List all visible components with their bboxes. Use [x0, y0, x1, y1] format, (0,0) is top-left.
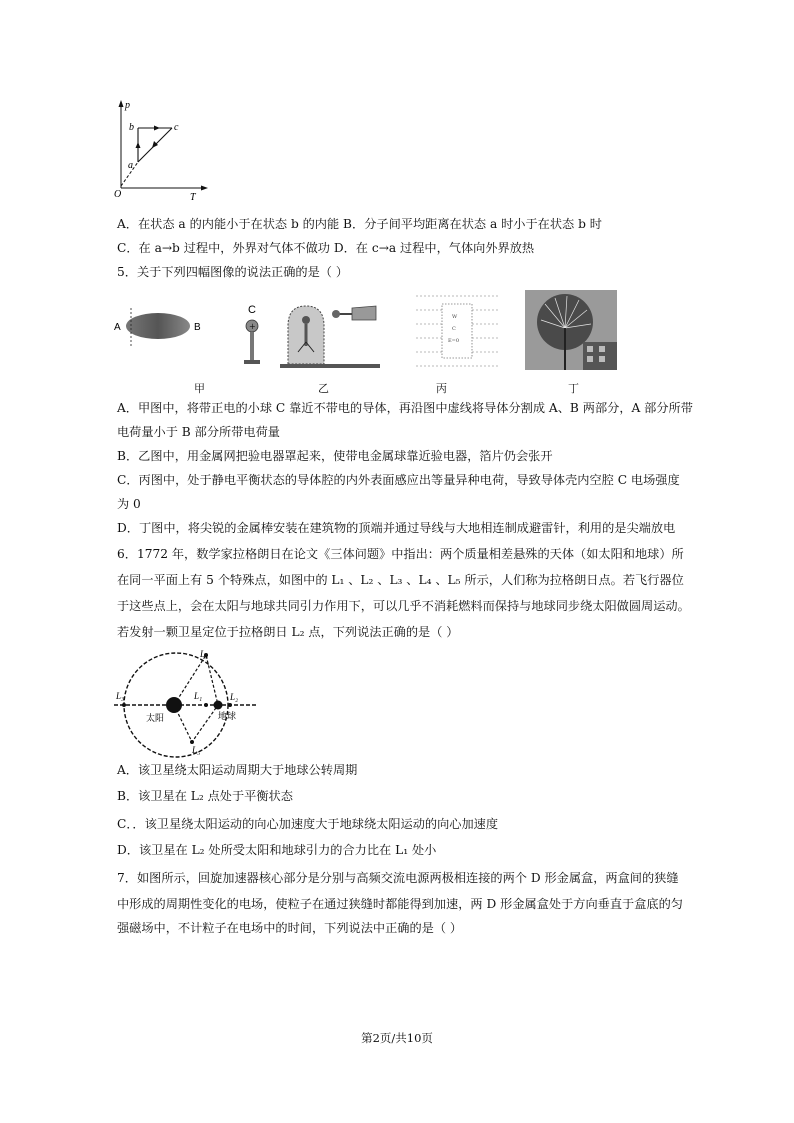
lightning-rod — [564, 328, 566, 370]
label-p: p — [125, 100, 130, 111]
charged-metal-ball — [332, 310, 340, 318]
label-point-c: C — [248, 304, 256, 316]
q6-stem-line3: 于这些点上，会在太阳与地球共同引力作用下，可以几乎不消耗燃料而保持与地球同步绕太阳做圆周运动。 — [117, 599, 690, 613]
t-axis-arrow — [201, 186, 208, 191]
figure-bing — [412, 290, 502, 370]
q6-stem-line1: 6．1772 年，数学家拉格朗日在论文《三体问题》中指出：两个质量相差悬殊的天体（如太阳和地球）所 — [117, 547, 684, 561]
svg-text:C: C — [452, 326, 456, 332]
q6-stem-line2: 在同一平面上有 5 个特殊点，如图中的 L₁ 、L₂ 、L₃ 、L₄ 、L₅ 所示，人们称为拉格朗日点。若飞行器位 — [117, 573, 684, 587]
svg-text:E=0: E=0 — [448, 338, 460, 344]
figure-jia — [112, 300, 207, 355]
label-l4: L₄ — [200, 649, 209, 659]
point-l5 — [190, 740, 194, 744]
q5-option-d: D．丁图中，将尖锐的金属棒安装在建筑物的顶端并通过导线与大地相连制成避雷针，利用的是尖端放电 — [117, 521, 676, 535]
label-l1: L₁ — [194, 691, 203, 701]
label-b: b — [129, 122, 134, 133]
q6-option-d: D．该卫星在 L₂ 处所受太阳和地球引力的合力比在 L₁ 处小 — [117, 843, 437, 857]
svg-text:W: W — [452, 314, 458, 320]
point-l1 — [204, 703, 208, 707]
figure-ding — [525, 290, 617, 370]
q7-stem-line1: 7．如图所示，回旋加速器核心部分是分别与高频交流电源两极相连接的两个 D 形金属盒，两盒间的狭缝 — [117, 871, 679, 885]
q5-option-a-line1: A．甲图中，将带正电的小球 C 靠近不带电的导体，再沿图中虚线将导体分割成 A、B 两部分，A 部分所带 — [117, 401, 693, 415]
conductor-shell — [442, 304, 472, 358]
triangle-l5 — [174, 705, 218, 742]
earth — [214, 701, 223, 710]
conductor-ellipse — [126, 313, 190, 339]
svg-text:+: + — [249, 322, 256, 331]
q7-stem-line2: 中形成的周期性变化的电场，使粒子在通过狭缝时都能得到加速，两 D 形金属盒处于方向垂直于盒底的匀 — [117, 897, 683, 911]
lagrange-diagram — [108, 645, 263, 755]
q4-options-line2: C．在 a→b 过程中，外界对气体不做功 D．在 c→a 过程中，气体向外界放热 — [117, 241, 535, 255]
figure-yi — [240, 300, 380, 375]
arrow-ca — [152, 141, 158, 148]
caption-jia: 甲 — [194, 382, 205, 395]
label-l2: L₂ — [230, 692, 239, 702]
pt-diagram — [112, 98, 212, 203]
point-l3 — [122, 703, 126, 707]
q6-stem-line4: 若发射一颗卫星定位于拉格朗日 L₂ 点，下列说法正确的是（ ） — [117, 625, 459, 639]
label-point-a: A — [114, 322, 121, 333]
stand — [250, 332, 254, 360]
point-l2 — [228, 703, 232, 707]
page-footer: 第2页/共10页 — [361, 1031, 433, 1045]
arrow-bc — [154, 126, 160, 131]
q6-option-a: A．该卫星绕太阳运动周期大于地球公转周期 — [117, 763, 358, 777]
q5-option-b: B．乙图中，用金属网把验电器罩起来，使带电金属球靠近验电器，箔片仍会张开 — [117, 449, 553, 463]
q7-stem-line3: 强磁场中，不计粒子在电场中的时间，下列说法中正确的是（ ） — [117, 921, 463, 935]
q6-option-c: C．．该卫星绕太阳运动的向心加速度大于地球绕太阳运动的向心加速度 — [117, 817, 499, 831]
label-t: T — [190, 192, 196, 203]
q5-option-c-line2: 为 0 — [117, 497, 141, 511]
q5-stem: 5．关于下列四幅图像的说法正确的是（ ） — [117, 265, 349, 279]
label-sun: 太阳 — [146, 714, 165, 724]
label-l3: L₃ — [116, 691, 125, 701]
caption-ding: 丁 — [568, 382, 579, 395]
p-axis-arrow — [119, 100, 124, 107]
label-c: c — [174, 122, 179, 133]
q5-option-c-line1: C．丙图中，处于静电平衡状态的导体腔的内外表面感应出等量异种电荷，导致导体壳内空腔 C 电场强度 — [117, 473, 680, 487]
q6-option-b: B．该卫星在 L₂ 点处于平衡状态 — [117, 789, 293, 803]
label-a: a — [128, 160, 133, 171]
label-point-b: B — [194, 322, 201, 333]
q5-option-a-line2: 电荷量小于 B 部分所带电荷量 — [117, 425, 280, 439]
caption-yi: 乙 — [318, 382, 329, 395]
label-o: O — [114, 189, 122, 200]
caption-bing: 丙 — [436, 382, 447, 395]
arrow-ab — [136, 142, 141, 148]
label-l5: L₅ — [192, 745, 201, 755]
q4-options-line1: A．在状态 a 的内能小于在状态 b 的内能 B．分子间平均距离在状态 a 时小于在状态 b 时 — [117, 217, 602, 231]
sun — [166, 697, 182, 713]
label-earth: 地球 — [218, 712, 237, 722]
